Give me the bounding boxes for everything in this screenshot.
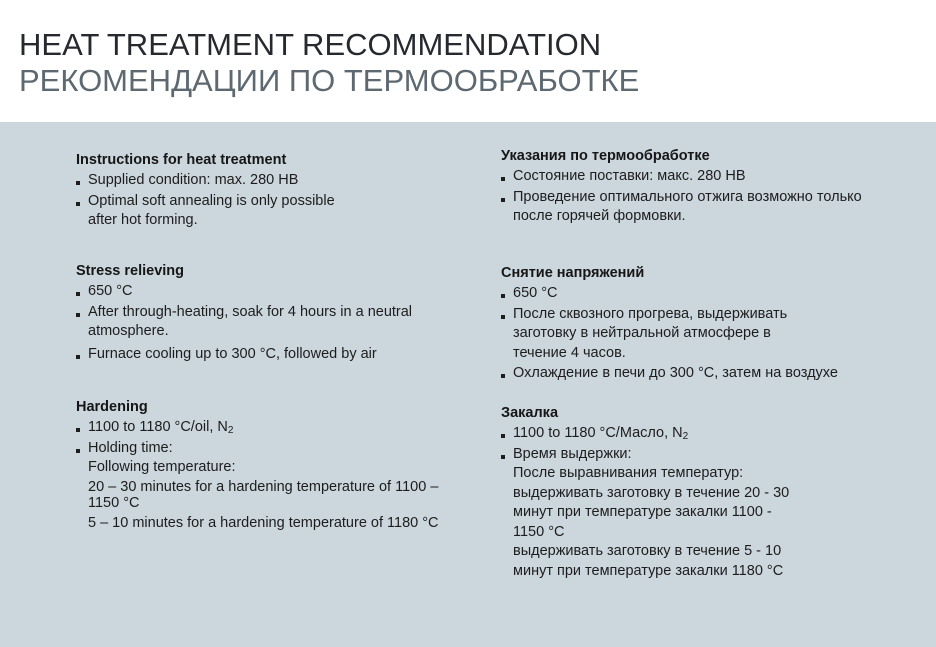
bullet-icon [501, 434, 505, 438]
text-line: 1150 °C [513, 523, 565, 540]
text-line: Following temperature: [88, 459, 236, 475]
list-item: After through-heating, soak for 4 hours in a neutral atmosphere. [76, 303, 461, 342]
bullet-icon [501, 315, 505, 319]
list-item: 650 °C [76, 282, 461, 302]
page-header [0, 0, 936, 122]
section-heading: Stress relieving [76, 263, 184, 279]
bullet-icon [501, 294, 505, 298]
bullet-icon [501, 455, 505, 459]
bullet-icon [76, 449, 80, 453]
section-heading: Закалка [501, 405, 559, 421]
section-heading: Снятие напряжений [501, 265, 645, 281]
bullet-icon [501, 198, 505, 202]
bullet-icon [76, 181, 80, 185]
bullet-list [501, 424, 886, 464]
text-line: 5 – 10 minutes for a hardening temperature of 1180 °C [88, 514, 439, 531]
bullet-list [501, 284, 886, 384]
en-stress-section [76, 262, 461, 364]
content-panel [0, 122, 936, 647]
list-item: 1100 to 1180 °C/oil, $N_2$ [76, 418, 461, 438]
ru-stress-section [501, 264, 886, 384]
text-line: минут при температуре закалки 1100 - [513, 504, 772, 520]
bullet-list [76, 171, 461, 231]
section-heading: Instructions for heat treatment [76, 152, 287, 168]
bullet-list [501, 167, 886, 227]
text-line: выдерживать заготовку в течение 20 - 30 [513, 484, 790, 501]
en-hardening-section [76, 398, 461, 533]
text-line: выдерживать заготовку в течение 5 - 10 [513, 543, 782, 559]
text-line: 1150 °C [88, 495, 140, 511]
list-item: Состояние поставки: макс. 280 HB [501, 167, 886, 187]
bullet-icon [501, 374, 505, 378]
list-item: Охлаждение в печи до 300 °C, затем на воздухе [501, 364, 886, 384]
bullet-icon [76, 292, 80, 296]
page-title-ru: РЕКОМЕНДАЦИИ ПО ТЕРМООБРАБОТКЕ [19, 63, 640, 98]
list-item: Holding time: [76, 439, 461, 459]
bullet-list [76, 418, 461, 458]
list-item: Supplied condition: max. 280 HB [76, 171, 461, 191]
section-heading: Указания по термообработке [501, 148, 710, 164]
text-line: 20 – 30 minutes for a hardening temperature of 1100 – [88, 478, 439, 495]
bullet-icon [76, 355, 80, 359]
text-line: После выравнивания температур: [513, 465, 744, 481]
bullet-icon [76, 313, 80, 317]
ru-hardening-section [501, 404, 886, 581]
list-item: 650 °C [501, 284, 886, 304]
list-item: Furnace cooling up to 300 °C, followed by air [76, 345, 461, 365]
list-item: Optimal soft annealing is only possible after hot forming. [76, 192, 461, 231]
bullet-icon [76, 202, 80, 206]
list-item: После сквозного прогрева, выдерживать заготовку в нейтральной атмосфере в течение 4 часов. [501, 305, 886, 364]
list-item: Проведение оптимального отжига возможно только после горячей формовки. [501, 188, 886, 227]
bullet-list [76, 282, 461, 364]
ru-instructions-section [501, 147, 886, 227]
bullet-icon [76, 428, 80, 432]
section-heading: Hardening [76, 399, 148, 415]
en-instructions-section [76, 151, 461, 231]
list-item: 1100 to 1180 °C/Масло, $N_2$ [501, 424, 886, 444]
page-title-en: HEAT TREATMENT RECOMMENDATION [19, 27, 602, 62]
bullet-icon [501, 177, 505, 181]
list-item: Время выдержки: [501, 445, 886, 465]
text-line: минут при температуре закалки 1180 °C [513, 562, 784, 579]
